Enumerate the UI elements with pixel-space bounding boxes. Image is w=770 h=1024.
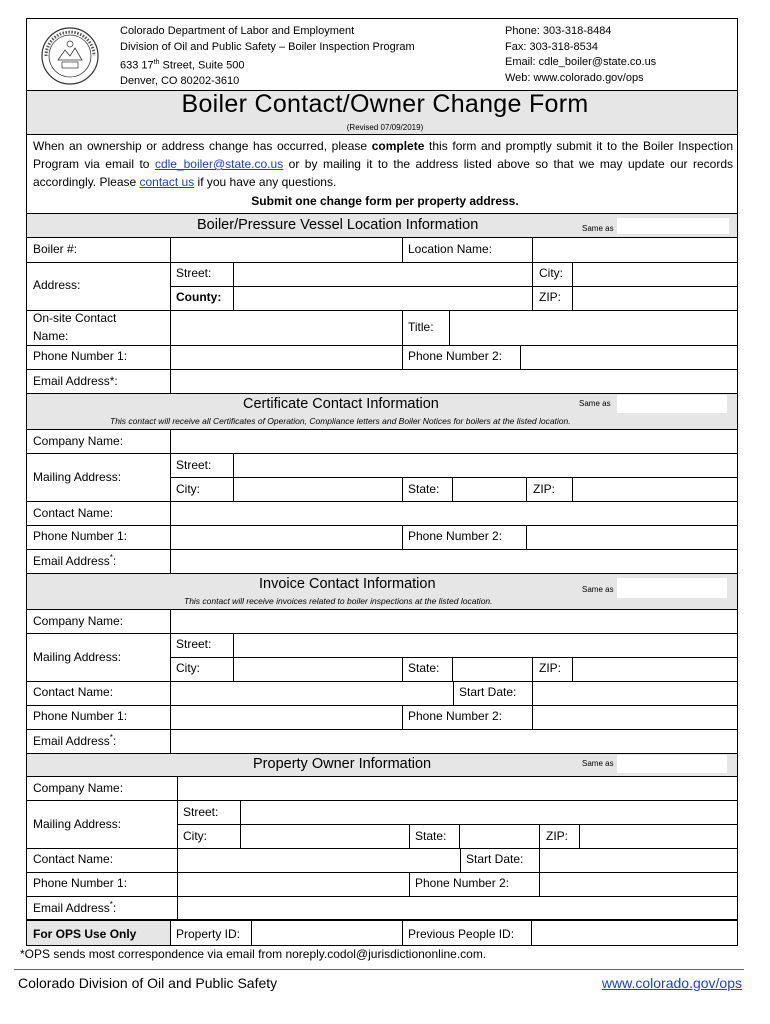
street-address: 633 17th Street, Suite 500	[120, 59, 245, 72]
footer-division-name: Colorado Division of Oil and Public Safety	[18, 975, 278, 991]
invoice-email-input[interactable]	[171, 730, 737, 752]
location-zip-input[interactable]	[573, 287, 737, 309]
invoice-street-label: Street:	[176, 637, 212, 651]
owner-same-as-box[interactable]	[617, 755, 727, 773]
location-county-input[interactable]	[234, 287, 533, 309]
location-phone1-input[interactable]	[171, 346, 402, 368]
certificate-state-input[interactable]	[453, 478, 526, 500]
division-name: Division of Oil and Public Safety – Boiler Inspection Program	[120, 40, 415, 53]
certificate-city-label: City:	[176, 482, 200, 496]
owner-same-as-label: Same as	[582, 759, 614, 768]
certificate-phone1-input[interactable]	[171, 526, 402, 548]
owner-state-label: State:	[415, 829, 447, 843]
owner-phone2-label: Phone Number 2:	[415, 876, 510, 890]
property-id-label: Property ID:	[176, 927, 241, 941]
location-phone2-label: Phone Number 2:	[408, 349, 503, 363]
certificate-company-input[interactable]	[171, 430, 737, 452]
location-same-as-label: Same as	[582, 224, 614, 233]
invoice-start-date-label: Start Date:	[459, 685, 517, 699]
owner-phone2-input[interactable]	[540, 873, 737, 895]
certificate-email-label: Email Address*:	[33, 553, 117, 568]
title-input[interactable]	[450, 311, 737, 344]
certificate-street-label: Street:	[176, 458, 212, 472]
invoice-phone2-label: Phone Number 2:	[408, 709, 503, 723]
owner-street-input[interactable]	[241, 801, 737, 823]
owner-start-date-label: Start Date:	[466, 852, 524, 866]
invoice-company-input[interactable]	[171, 610, 737, 632]
location-same-as-box[interactable]	[617, 218, 729, 234]
invoice-start-date-input[interactable]	[533, 682, 737, 704]
owner-city-label: City:	[183, 829, 207, 843]
invoice-contact-label: Contact Name:	[33, 685, 114, 699]
zip-label: ZIP:	[539, 290, 562, 304]
invoice-email-label: Email Address*:	[33, 733, 117, 748]
owner-contact-label: Contact Name:	[33, 852, 114, 866]
invoice-street-input[interactable]	[234, 634, 737, 656]
invoice-city-label: City:	[176, 661, 200, 675]
phone-text: Phone: 303-318-8484	[505, 25, 612, 37]
certificate-phone1-label: Phone Number 1:	[33, 529, 128, 543]
certificate-note: This contact will receive all Certificates of Operation, Compliance letters and Boiler Notices for boilers at the listed location.	[110, 416, 571, 426]
owner-street-label: Street:	[183, 805, 219, 819]
submit-note: Submit one change form per property address.	[251, 194, 519, 208]
city-state-zip: Denver, CO 80202-3610	[120, 75, 240, 88]
onsite-contact-label-1: On-site Contact	[33, 311, 117, 325]
invoice-phone2-input[interactable]	[533, 706, 737, 728]
certificate-email-input[interactable]	[171, 550, 737, 572]
ops-use-only-label: For OPS Use Only	[33, 927, 137, 941]
owner-email-label: Email Address*:	[33, 900, 117, 915]
owner-phone1-label: Phone Number 1:	[33, 876, 128, 890]
intro-paragraph: When an ownership or address change has occurred, please complete this form and promptly submit it to the Boiler Inspection Program via email to cdle_boiler@state.co.us or by mailing it to the address listed above so that we may update our records accordingly. Please contact us if you have any questions.	[33, 139, 734, 189]
certificate-phone2-label: Phone Number 2:	[408, 529, 503, 543]
owner-city-input[interactable]	[241, 825, 409, 847]
certificate-same-as-box[interactable]	[617, 395, 727, 413]
owner-heading: Property Owner Information	[253, 756, 432, 772]
previous-people-id-label: Previous People ID:	[408, 927, 515, 941]
location-heading: Boiler/Pressure Vessel Location Information	[197, 217, 479, 233]
invoice-state-label: State:	[408, 661, 440, 675]
invoice-contact-input[interactable]	[171, 682, 453, 704]
footer-web-link-wrap	[602, 975, 742, 991]
property-id-input[interactable]	[252, 922, 402, 944]
certificate-zip-input[interactable]	[573, 478, 737, 500]
invoice-phone1-label: Phone Number 1:	[33, 709, 128, 723]
certificate-mailing-label: Mailing Address:	[33, 470, 122, 484]
location-email-label: Email Address*:	[33, 374, 118, 388]
owner-start-date-input[interactable]	[540, 849, 737, 871]
invoice-same-as-label: Same as	[582, 585, 614, 594]
location-name-input[interactable]	[533, 238, 737, 262]
contact-us-link[interactable]: contact us	[139, 175, 195, 189]
owner-zip-label: ZIP:	[546, 829, 569, 843]
owner-phone1-input[interactable]	[178, 873, 409, 895]
intro-email-link[interactable]: cdle_boiler@state.co.us	[154, 157, 284, 171]
form-title: Boiler Contact/Owner Change Form	[181, 90, 589, 118]
street-label: Street:	[176, 266, 212, 280]
boiler-number-label: Boiler #:	[33, 242, 78, 256]
owner-state-input[interactable]	[460, 825, 539, 847]
department-name: Colorado Department of Labor and Employment	[120, 25, 355, 37]
invoice-heading: Invoice Contact Information	[259, 576, 436, 592]
onsite-contact-label-2: Name:	[33, 329, 69, 343]
certificate-zip-label: ZIP:	[533, 482, 556, 496]
web-text: Web: www.colorado.gov/ops	[505, 71, 644, 84]
location-city-input[interactable]	[573, 263, 737, 285]
county-label: County:	[176, 290, 222, 304]
title-label: Title:	[408, 320, 434, 334]
owner-email-input[interactable]	[178, 897, 737, 919]
location-name-label: Location Name:	[408, 242, 493, 256]
invoice-zip-label: ZIP:	[539, 661, 562, 675]
location-phone2-input[interactable]	[521, 346, 737, 368]
correspondence-footnote: *OPS sends most correspondence via email from noreply.codol@jurisdictiononline.com.	[20, 947, 487, 961]
certificate-same-as-label: Same as	[579, 399, 611, 408]
fax-text: Fax: 303-318-8534	[505, 40, 598, 53]
address-label: Address:	[33, 278, 81, 292]
certificate-heading: Certificate Contact Information	[243, 396, 439, 412]
city-label: City:	[539, 266, 563, 280]
revised-date: (Revised 07/09/2019)	[346, 123, 424, 132]
owner-company-input[interactable]	[178, 777, 737, 799]
invoice-company-label: Company Name:	[33, 614, 124, 628]
onsite-contact-input[interactable]	[171, 311, 402, 344]
certificate-contact-label: Contact Name:	[33, 506, 114, 520]
footer-web-link[interactable]: www.colorado.gov/ops	[601, 975, 742, 991]
invoice-mailing-label: Mailing Address:	[33, 650, 122, 664]
boiler-number-input[interactable]	[171, 238, 402, 262]
invoice-state-input[interactable]	[453, 658, 532, 680]
owner-company-label: Company Name:	[33, 781, 124, 795]
email-text: Email: cdle_boiler@state.co.us	[505, 56, 657, 68]
location-street-input[interactable]	[234, 263, 533, 285]
invoice-city-input[interactable]	[234, 658, 402, 680]
owner-contact-input[interactable]	[178, 849, 460, 871]
owner-zip-input[interactable]	[580, 825, 737, 847]
owner-mailing-label: Mailing Address:	[33, 817, 122, 831]
invoice-phone1-input[interactable]	[171, 706, 402, 728]
invoice-same-as-box[interactable]	[617, 578, 727, 598]
location-email-input[interactable]	[171, 370, 737, 392]
certificate-contact-input[interactable]	[171, 502, 737, 524]
certificate-phone2-input[interactable]	[527, 526, 737, 548]
location-phone1-label: Phone Number 1:	[33, 349, 128, 363]
invoice-zip-input[interactable]	[573, 658, 737, 680]
certificate-street-input[interactable]	[234, 454, 737, 476]
certificate-state-label: State:	[408, 482, 440, 496]
certificate-company-label: Company Name:	[33, 434, 124, 448]
certificate-city-input[interactable]	[234, 478, 402, 500]
previous-people-id-input[interactable]	[532, 922, 737, 944]
invoice-note: This contact will receive invoices related to boiler inspections at the listed location.	[184, 596, 493, 606]
